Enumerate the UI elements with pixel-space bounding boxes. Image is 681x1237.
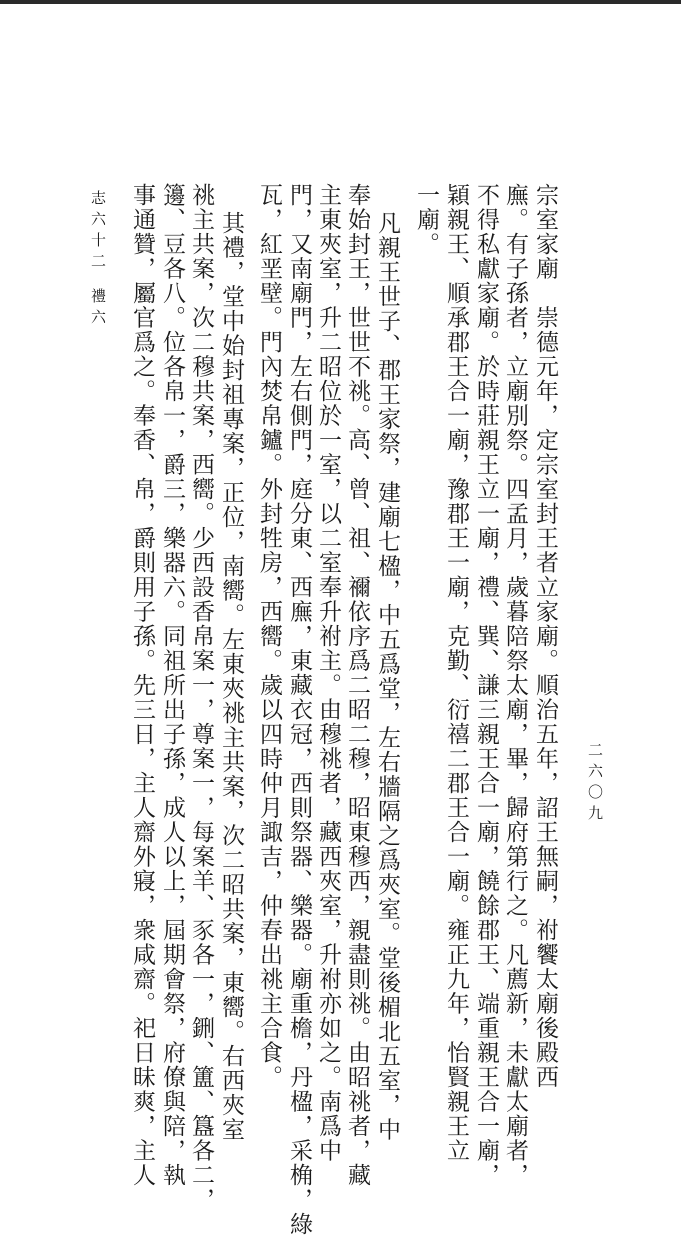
text-column: 瓦，紅垩壁。門內焚帛鑪。外封牲房，西嚮。歲以四時仲月諏吉，仲春出祧主合食。 [256,183,282,1090]
text-column: 凡親王世子、郡王家祭，建廟七楹，中五爲堂，左右牆隔之爲夾室。堂後楣北五室，中 [374,211,400,1142]
text-column: 事通贊，屬官爲之。奉香、帛，爵則用子孫。先三日，主人齋外寢，衆咸齋。祀日昧爽，主人 [129,183,155,1188]
text-column: 門，又南廟門，左右側門，庭分東、西廡，東藏衣冠，西則祭器、樂器。廟重檐，丹楹，采桷，綠 [286,183,312,1237]
text-column: 一廟。 [413,183,439,257]
text-column: 主東夾室，升二昭位於一室，以二室奉升祔主。由穆祧者，藏西夾室，升祔亦如之。南爲中 [315,183,341,1163]
text-column: 不得私獻家廟。於時莊親王立一廟，禮、巽、謙三親王合一廟，饒餘郡王、端重親王合一廟， [473,183,499,1188]
section-label: 禮六 [89,288,107,330]
text-column: 宗室家廟 崇德元年，定宗室封王者立家廟。順治五年，詔王無嗣，祔饗太廟後殿西 [532,183,558,1090]
top-border-rule [0,0,681,4]
text-column: 奉始封王，世世不祧。高、曾、祖、禰依序爲二昭二穆，昭東穆西，親盡則祧。由昭祧者，藏 [344,183,370,1188]
text-column: 籩、豆各八。位各帛一，爵三，樂器六。同祖所出子孫，成人以上，屆期會祭，府僚與陪，執 [159,183,185,1188]
text-column: 其禮，堂中始封祖專案，正位，南嚮。左東夾祧主共案，次二昭共案，東嚮。右西夾室 [218,211,244,1142]
text-column: 穎親王、順承郡王合一廟，豫郡王一廟，克勤、衍禧二郡王合一廟。雍正九年，怡賢親王立 [443,183,469,1163]
text-column: 祧主共案，次二穆共案，西嚮。少西設香帛案一，尊案一，每案羊、豕各一，鉶、簠、簋各二， [188,183,214,1212]
volume-label: 志六十二 [89,190,107,274]
text-column: 廡。有子孫者，立廟別祭。四孟月，歲暮陪祭太廟，畢，歸府第行之。凡薦新，未獻太廟者， [502,183,528,1188]
page-number: 二六〇九 [586,742,604,826]
